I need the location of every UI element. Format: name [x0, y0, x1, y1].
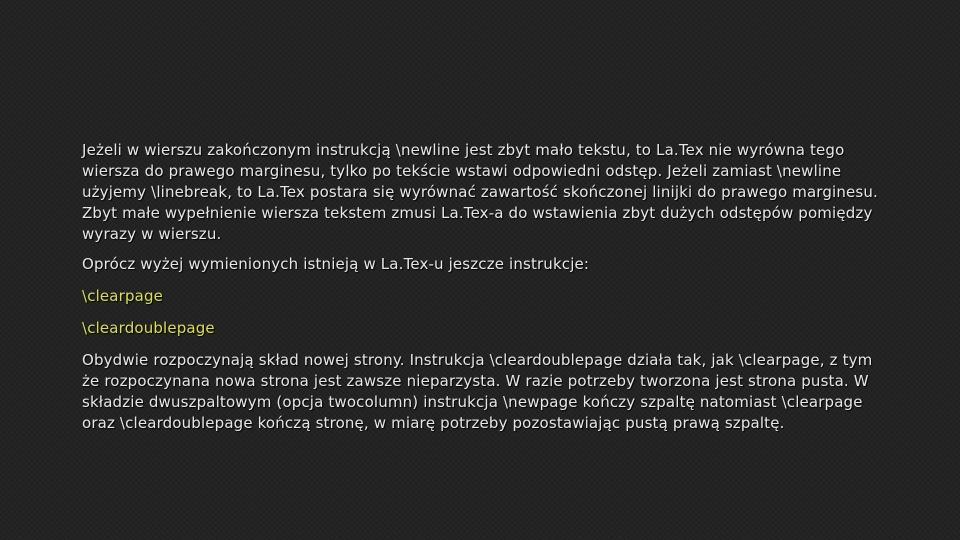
paragraph-newline-linebreak: Jeżeli w wierszu zakończonym instrukcją \newline jest zbyt mało tekstu, to La.Tex nie wyrówna tego wiersza do prawego marginesu, tylko po tekście wstawi odpowiedni odstęp. Jeżeli zamiast \newline użyjemy \linebreak, to La.Tex postara się wyrównać zawartość skończonej linijki do prawego marginesu. Zbyt małe wypełnienie wiersza tekstem zmusi La.Tex-a do wstawienia zbyt dużych odstępów pomiędzy wyrazy w wierszu. [82, 141, 878, 243]
command-cleardoublepage: \cleardoublepage [82, 319, 215, 337]
spacer [82, 245, 882, 254]
spacer [82, 307, 882, 318]
slide-content [82, 140, 882, 434]
paragraph-page-breaking: Obydwie rozpoczynają skład nowej strony. Instrukcja \cleardoublepage działa tak, jak \clearpage, z tym że rozpoczynana nowa strona jest zawsze nieparzysta. W razie potrzeby tworzona jest strona pusta. W składzie dwuszpaltowym (opcja twocolumn) instrukcja \newpage kończy szpaltę natomiast \clearpage oraz \cleardoublepage kończą stronę, w miarę potrzeby pozostawiając pustą prawą szpaltę. [82, 351, 873, 432]
paragraph-other-instructions: Oprócz wyżej wymienionych istnieją w La.Tex-u jeszcze instrukcje: [82, 255, 590, 273]
spacer [82, 339, 882, 350]
command-clearpage: \clearpage [82, 287, 164, 305]
spacer [82, 275, 882, 286]
